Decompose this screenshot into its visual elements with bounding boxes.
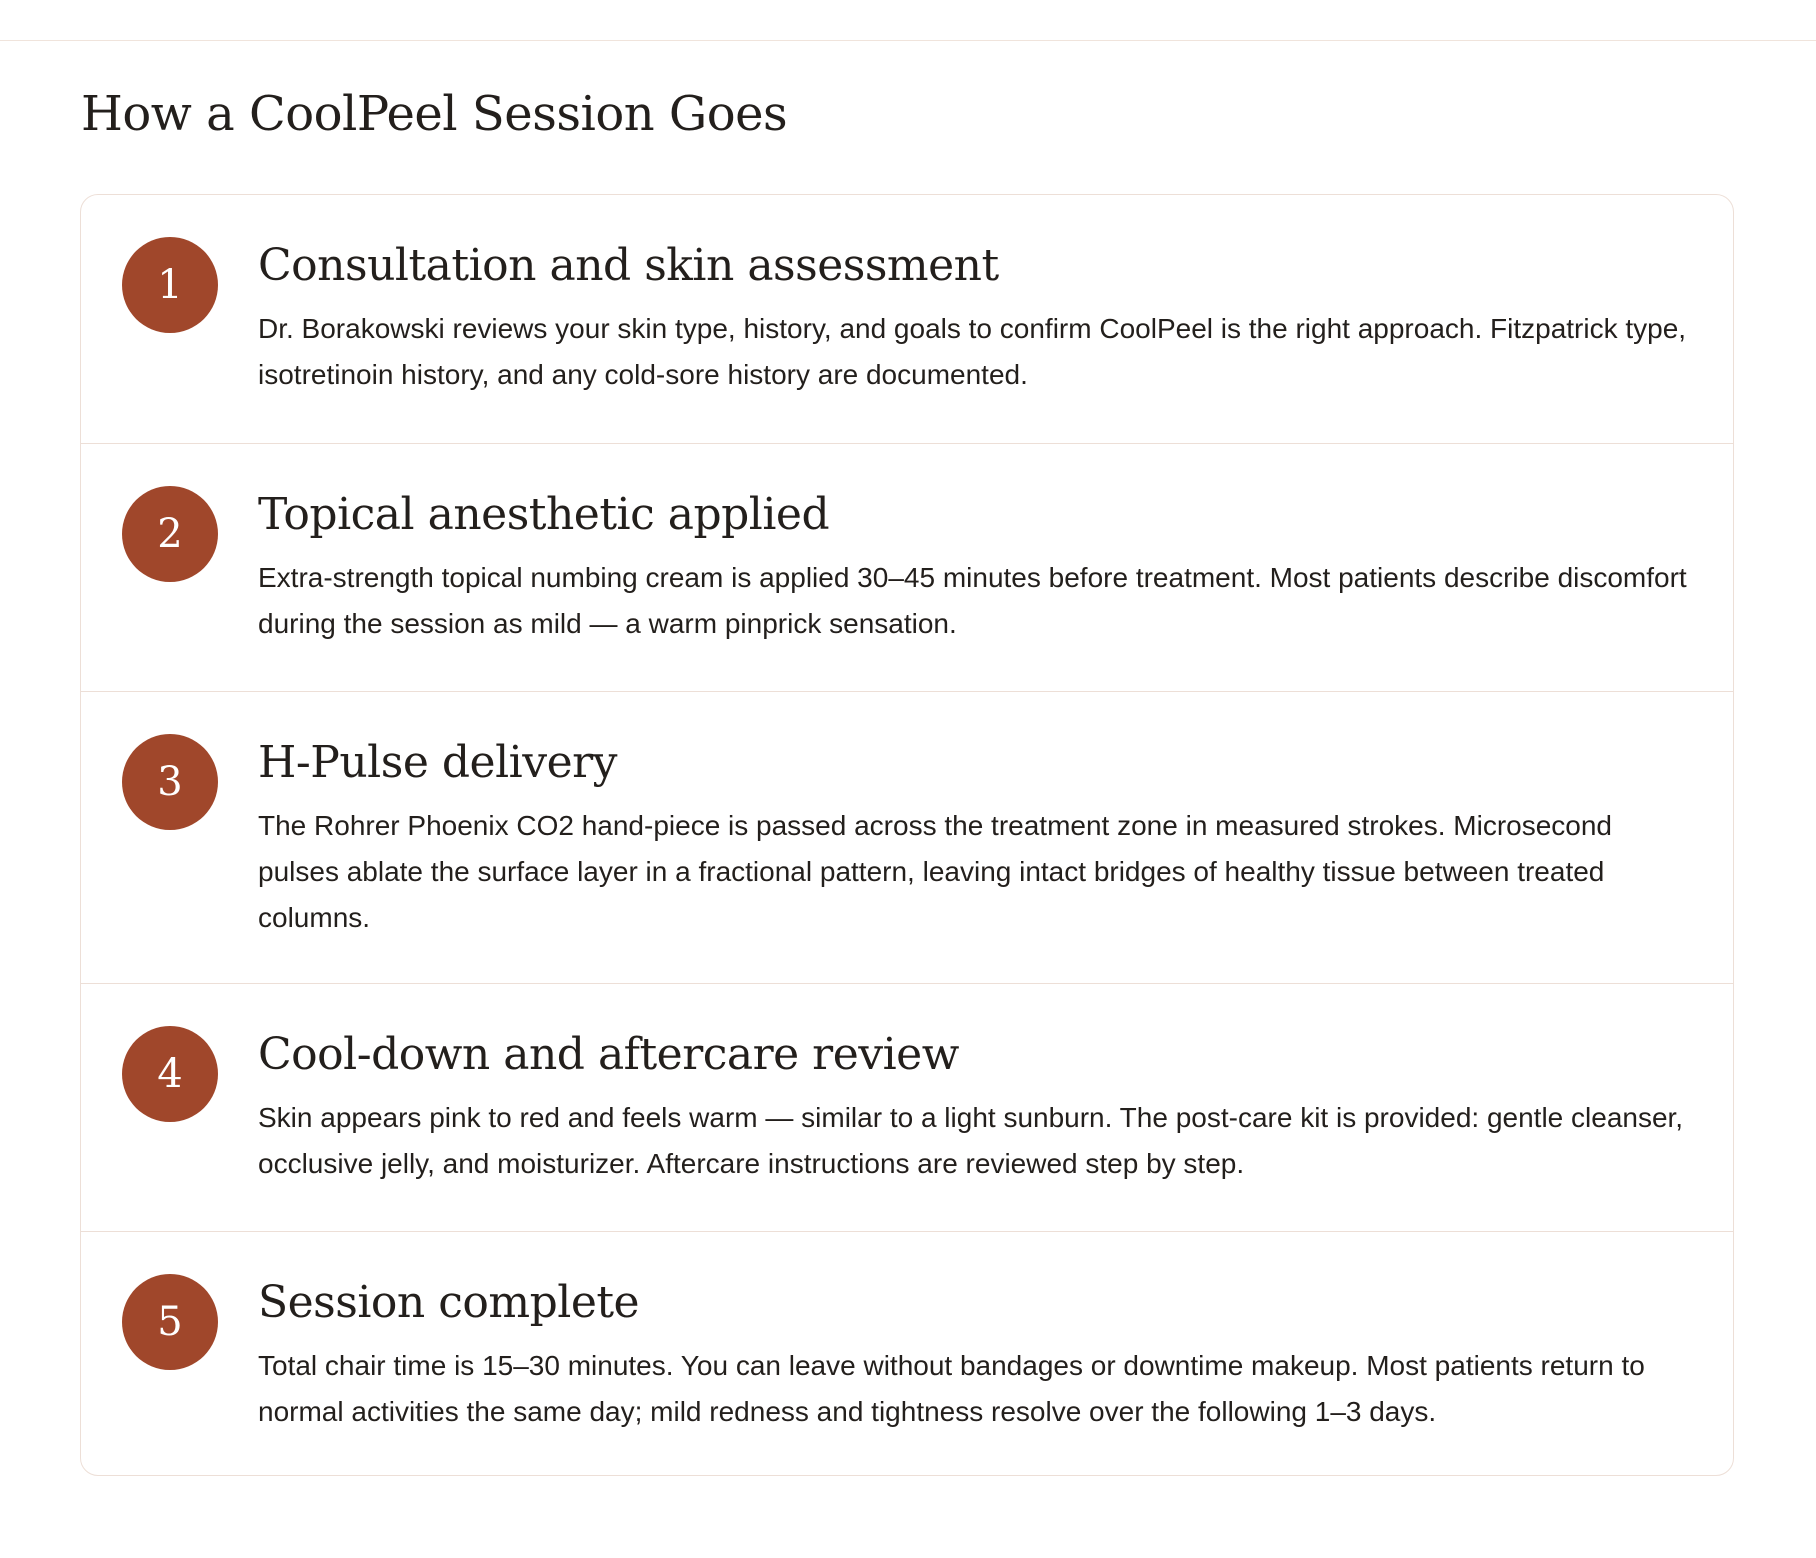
step-title: Cool-down and aftercare review bbox=[258, 1029, 959, 1080]
step-number-badge: 2 bbox=[122, 486, 218, 582]
step-title: Topical anesthetic applied bbox=[258, 489, 830, 540]
step-item bbox=[81, 1231, 1733, 1476]
step-title: Session complete bbox=[258, 1277, 640, 1328]
session-steps-card bbox=[80, 194, 1734, 1476]
step-number-badge: 4 bbox=[122, 1026, 218, 1122]
step-description: Total chair time is 15–30 minutes. You can leave without bandages or downtime makeup. Most patients return to normal activities the same day; mild redness and tightness resolve over the following 1–3 days. bbox=[258, 1350, 1645, 1427]
step-item bbox=[81, 691, 1733, 983]
step-number-badge: 1 bbox=[122, 237, 218, 333]
step-number-badge: 5 bbox=[122, 1274, 218, 1370]
step-title: Consultation and skin assessment bbox=[258, 240, 999, 291]
step-description: Dr. Borakowski reviews your skin type, history, and goals to confirm CoolPeel is the right approach. Fitzpatrick type, isotretinoin history, and any cold‑sore history are documented. bbox=[258, 313, 1687, 390]
section-heading: How a CoolPeel Session Goes bbox=[81, 86, 788, 142]
step-item bbox=[81, 195, 1733, 443]
step-description: Extra‑strength topical numbing cream is applied 30–45 minutes before treatment. Most patients describe discomfort during the session as mild — a warm pinprick sensation. bbox=[258, 562, 1687, 639]
step-description: The Rohrer Phoenix CO2 hand‑piece is passed across the treatment zone in measured strokes. Microsecond pulses ablate the surface layer in a fractional pattern, leaving intact bridges of healthy tissue between treated columns. bbox=[258, 810, 1613, 933]
step-title: H-Pulse delivery bbox=[258, 737, 617, 788]
step-number-badge: 3 bbox=[122, 734, 218, 830]
step-description: Skin appears pink to red and feels warm — similar to a light sunburn. The post‑care kit is provided: gentle cleanser, occlusive jelly, and moisturizer. Aftercare instructions are reviewed step by step. bbox=[258, 1102, 1684, 1179]
step-item bbox=[81, 983, 1733, 1231]
top-divider bbox=[0, 40, 1816, 41]
step-item bbox=[81, 443, 1733, 691]
